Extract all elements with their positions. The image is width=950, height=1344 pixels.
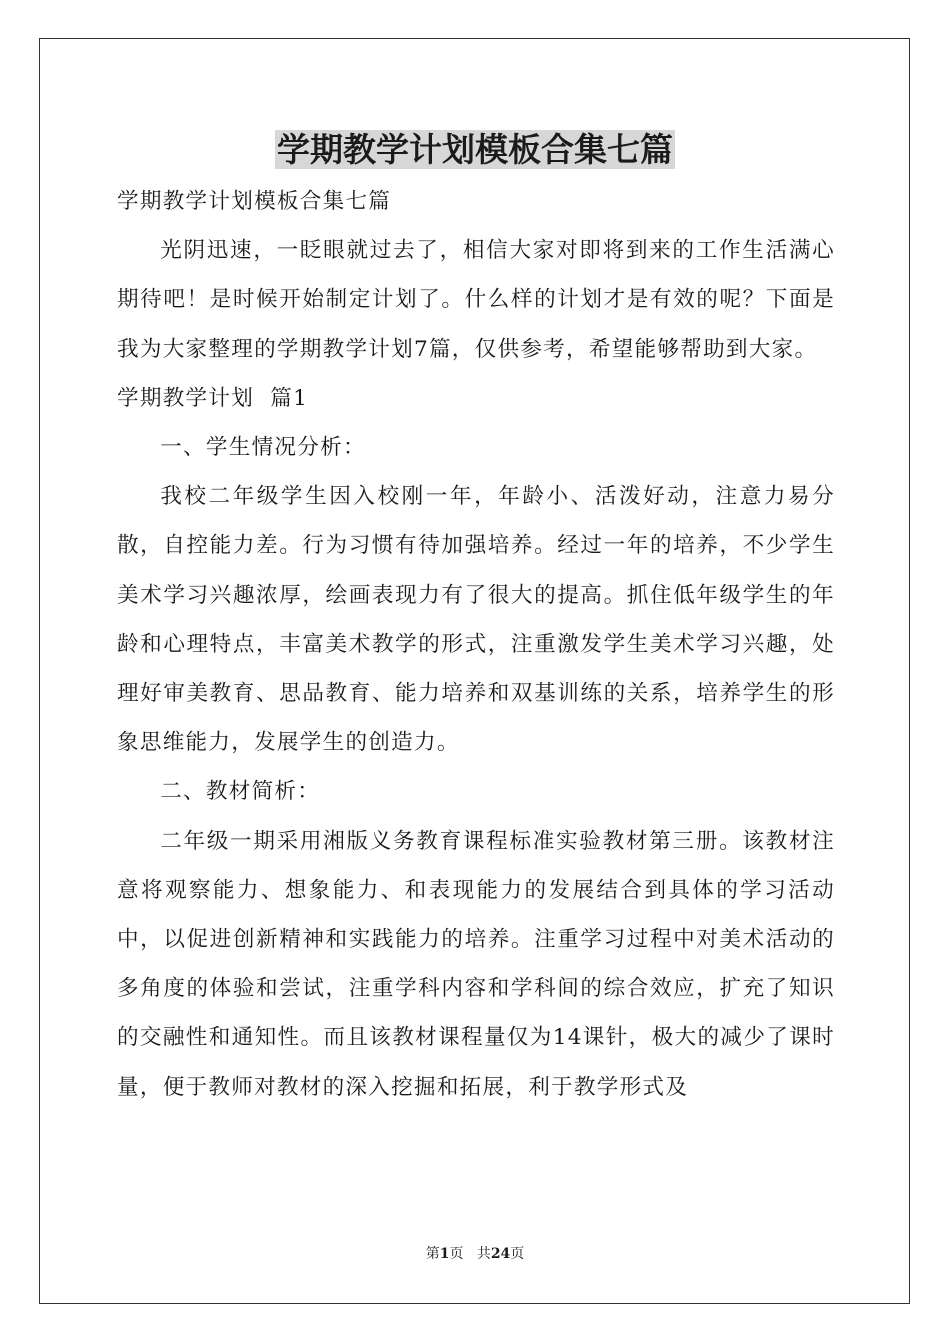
- document-title: [0, 127, 950, 173]
- heading-textbook-analysis: 二、教材简析：: [160, 779, 321, 805]
- document-body: [117, 177, 835, 1112]
- footer-total-prefix: 共: [476, 1246, 491, 1262]
- footer-page-number: 1: [439, 1246, 450, 1262]
- document-subtitle: 学期教学计划模板合集七篇: [117, 189, 392, 214]
- footer-page-prefix: 第: [425, 1246, 440, 1262]
- page-footer: [0, 1244, 950, 1264]
- footer-page-suffix: 页: [449, 1246, 464, 1262]
- footer-total-pages: 24: [490, 1246, 511, 1262]
- textbook-analysis-paragraph: 二年级一期采用湘版义务教育课程标准实验教材第三册。该教材注意将观察能力、想象能力、和表现能力的发展结合到具体的学习活动中，以促进创新精神和实践能力的培养。注重学习过程中对美术活动的多角度的体验和尝试，注重学科内容和学科间的综合效应，扩充了知识的交融性和通知性。而且该教材课程量仅为14课针，极大的减少了课时量，便于教师对教材的深入挖掘和拓展，利于教学形式及: [117, 828, 835, 1100]
- section-title: 学期教学计划 篇1: [117, 385, 309, 411]
- document-title-text: 学期教学计划模板合集七篇: [277, 130, 673, 169]
- footer-total-suffix: 页: [510, 1246, 525, 1262]
- student-analysis-paragraph: 我校二年级学生因入校刚一年，年龄小、活泼好动，注意力易分散，自控能力差。行为习惯有待加强培养。经过一年的培养，不少学生美术学习兴趣浓厚，绘画表现力有了很大的提高。抓住低年级学生的年龄和心理特点，丰富美术教学的形式，注重激发学生美术学习兴趣，处理好审美教育、思品教育、能力培养和双基训练的关系，培养学生的形象思维能力，发展学生的创造力。: [117, 484, 835, 756]
- intro-paragraph: 光阴迅速，一眨眼就过去了，相信大家对即将到来的工作生活满心期待吧！是时候开始制定计划了。什么样的计划才是有效的呢？下面是我为大家整理的学期教学计划7篇，仅供参考，希望能够帮助到大家。: [117, 238, 835, 362]
- heading-student-analysis: 一、学生情况分析：: [160, 434, 366, 460]
